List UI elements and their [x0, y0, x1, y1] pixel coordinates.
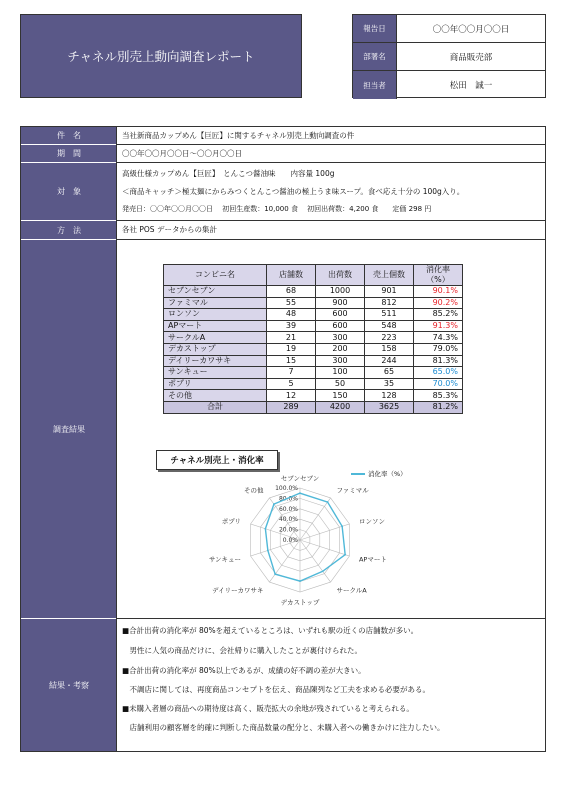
cell-shipped: 200: [316, 343, 365, 355]
cell-shipped: 150: [316, 390, 365, 402]
department-label: 部署名: [353, 43, 397, 70]
table-row: [164, 320, 463, 332]
cell-store-count: 5: [267, 378, 316, 390]
cell-sold: 35: [365, 378, 414, 390]
report-date-label: 報告日: [353, 15, 397, 42]
cell-store-count: 21: [267, 332, 316, 344]
cell-store-name: ファミマル: [164, 297, 267, 309]
radar-category-label: その他: [244, 486, 264, 495]
report-title: チャネル別売上動向調査レポート: [20, 14, 302, 98]
cell-store-count: 19: [267, 343, 316, 355]
cell-rate: 85.2%: [414, 309, 463, 321]
conclusion-line-1: ■合計出荷の消化率が 80%を超えているところは、いずれも駅の近くの店舗数が多い。: [122, 626, 419, 635]
header-rate: 消化率（%）: [414, 265, 463, 286]
total-rate: 81.2%: [414, 401, 463, 413]
chart-title: チャネル別売上・消化率: [156, 450, 278, 470]
conclusion-label: 結果・考察: [21, 619, 117, 751]
total-label: 合計: [164, 401, 267, 413]
radar-point: [299, 580, 301, 582]
radar-point: [267, 550, 269, 552]
cell-store-count: 7: [267, 367, 316, 379]
radar-category-label: ポプリ: [221, 517, 242, 526]
total-sold: 3625: [365, 401, 414, 413]
period-text: 〇〇年〇〇月〇〇日〜〇〇月〇〇日: [122, 149, 242, 158]
radar-category-label: デカストップ: [280, 598, 320, 607]
cell-rate: 90.2%: [414, 297, 463, 309]
radar-category-label: サークルA: [336, 586, 367, 595]
cell-rate: 74.3%: [414, 332, 463, 344]
method-text: 各社 POS データからの集計: [122, 225, 217, 234]
conclusion-line-3: ■合計出荷の消化率が 80%以上であるが、成績の好不調の差が大きい。: [122, 666, 366, 675]
person-value: 松田 誠一: [449, 81, 493, 91]
radar-chart: [195, 472, 405, 622]
cell-shipped: 1000: [316, 286, 365, 298]
radar-point: [327, 501, 329, 503]
cell-rate: 85.3%: [414, 390, 463, 402]
conclusion-line-6: 店舗利用の顧客層を的確に判断した商品数量の配分と、未購入者への働きかけに注力したい。: [122, 723, 445, 732]
radar-category-label: ロンソン: [358, 517, 385, 526]
radar-tick-label: 40.0%: [278, 516, 298, 524]
radar-tick-label: 80.0%: [278, 495, 298, 503]
radar-point: [273, 503, 275, 505]
table-body: [164, 286, 463, 414]
conclusion-line-2: 男性に人気の商品だけに、会社帰りに購入したことが裏付けられた。: [122, 646, 362, 655]
report-info-box: [352, 14, 546, 98]
target-line-2: ＜商品キャッチ＞極太麺にからみつくとんこつ醤油の極上うま味スープ。食べ応え十分の 100g入り。: [122, 187, 465, 196]
cell-shipped: 600: [316, 309, 365, 321]
cell-store-name: セブンセブン: [164, 286, 267, 298]
conclusion-line-4: 不調店に関しては、再度商品コンセプトを伝え、商品陳列など工夫を求める必要がある。: [122, 685, 430, 694]
radar-point: [264, 528, 266, 530]
cell-store-count: 15: [267, 355, 316, 367]
cell-rate: 79.0%: [414, 343, 463, 355]
cell-store-name: ロンソン: [164, 309, 267, 321]
total-store-count: 289: [267, 401, 316, 413]
cell-store-name: ポプリ: [164, 378, 267, 390]
cell-sold: 223: [365, 332, 414, 344]
sales-table: [163, 264, 463, 414]
cell-store-name: サンキュー: [164, 367, 267, 379]
table-row: [164, 332, 463, 344]
table-row: [164, 378, 463, 390]
cell-sold: 812: [365, 297, 414, 309]
radar-spoke: [269, 540, 300, 582]
target-line-1: 高級仕様カップめん【巨匠】 とんこつ醤油味 内容量 100g: [122, 169, 335, 178]
cell-store-name: デイリーカワサキ: [164, 355, 267, 367]
header-store-count: 店舗数: [267, 265, 316, 286]
cell-rate: 91.3%: [414, 320, 463, 332]
cell-shipped: 900: [316, 297, 365, 309]
header-store-name: コンビニ名: [164, 265, 267, 286]
row-divider: [117, 220, 545, 221]
report-body: [20, 126, 546, 752]
radar-series-line: [265, 493, 345, 581]
subject-text: 当社新商品カップめん【巨匠】に関するチャネル別売上動向調査の件: [122, 131, 355, 140]
table-header-row: [164, 265, 463, 286]
conclusion-line-5: ■未購入者層の商品への期待度は高く、販売拡大の余地が残されていると考えられる。: [122, 704, 414, 713]
row-divider: [117, 144, 545, 145]
cell-sold: 901: [365, 286, 414, 298]
report-date-row: [353, 15, 545, 43]
radar-category-label: デイリーカワサキ: [212, 586, 264, 595]
cell-store-count: 55: [267, 297, 316, 309]
radar-point: [274, 573, 276, 575]
target-label: 対 象: [21, 163, 117, 221]
cell-store-name: その他: [164, 390, 267, 402]
total-shipped: 4200: [316, 401, 365, 413]
cell-shipped: 50: [316, 378, 365, 390]
cell-rate: 81.3%: [414, 355, 463, 367]
header-sold: 売上個数: [365, 265, 414, 286]
results-label: 調査結果: [21, 240, 117, 619]
radar-tick-label: 20.0%: [278, 526, 298, 534]
subject-label: 件 名: [21, 127, 117, 145]
row-divider: [117, 239, 545, 240]
cell-store-count: 39: [267, 320, 316, 332]
radar-tick-label: 60.0%: [278, 505, 298, 513]
cell-store-name: サークルA: [164, 332, 267, 344]
cell-rate: 65.0%: [414, 367, 463, 379]
cell-rate: 70.0%: [414, 378, 463, 390]
cell-store-name: デカストップ: [164, 343, 267, 355]
header-shipped: 出荷数: [316, 265, 365, 286]
radar-spoke: [300, 540, 331, 582]
person-row: [353, 71, 545, 99]
radar-point: [344, 554, 346, 556]
cell-sold: 128: [365, 390, 414, 402]
radar-tick-label: 100.0%: [275, 485, 298, 492]
cell-store-count: 68: [267, 286, 316, 298]
radar-point: [299, 492, 301, 494]
cell-rate: 90.1%: [414, 286, 463, 298]
method-label: 方 法: [21, 221, 117, 240]
cell-shipped: 300: [316, 355, 365, 367]
radar-spoke: [300, 498, 331, 540]
table-row: [164, 367, 463, 379]
cell-store-name: APマート: [164, 320, 267, 332]
row-divider: [117, 162, 545, 163]
department-value: 商品販売部: [449, 52, 493, 63]
radar-point: [322, 570, 324, 572]
target-line-3: 発売日：〇〇年〇〇月〇〇日 初回生産数：10,000 食 初回出荷数：4,200 食 定価 298 円: [122, 205, 432, 213]
radar-category-label: APマート: [358, 555, 387, 564]
table-row: [164, 343, 463, 355]
table-total-row: [164, 401, 463, 413]
table-row: [164, 286, 463, 298]
cell-shipped: 100: [316, 367, 365, 379]
table-row: [164, 390, 463, 402]
cell-store-count: 12: [267, 390, 316, 402]
table-row: [164, 355, 463, 367]
radar-tick-label: 0.0%: [282, 537, 298, 544]
cell-shipped: 600: [316, 320, 365, 332]
cell-sold: 548: [365, 320, 414, 332]
radar-point: [341, 525, 343, 527]
cell-sold: 65: [365, 367, 414, 379]
radar-category-label: セブンセブン: [280, 474, 320, 483]
cell-sold: 158: [365, 343, 414, 355]
radar-category-label: サンキュー: [208, 555, 242, 564]
department-row: [353, 43, 545, 71]
radar-category-label: ファミマル: [336, 486, 369, 495]
cell-store-count: 48: [267, 309, 316, 321]
table-row: [164, 309, 463, 321]
cell-shipped: 300: [316, 332, 365, 344]
person-label: 担当者: [353, 71, 397, 99]
cell-sold: 244: [365, 355, 414, 367]
period-label: 期 間: [21, 145, 117, 163]
table-row: [164, 297, 463, 309]
cell-sold: 511: [365, 309, 414, 321]
legend-label: 消化率（%）: [368, 470, 407, 478]
radar-spoke: [300, 540, 349, 556]
report-date-value: 〇〇年〇〇月〇〇日: [432, 24, 510, 35]
